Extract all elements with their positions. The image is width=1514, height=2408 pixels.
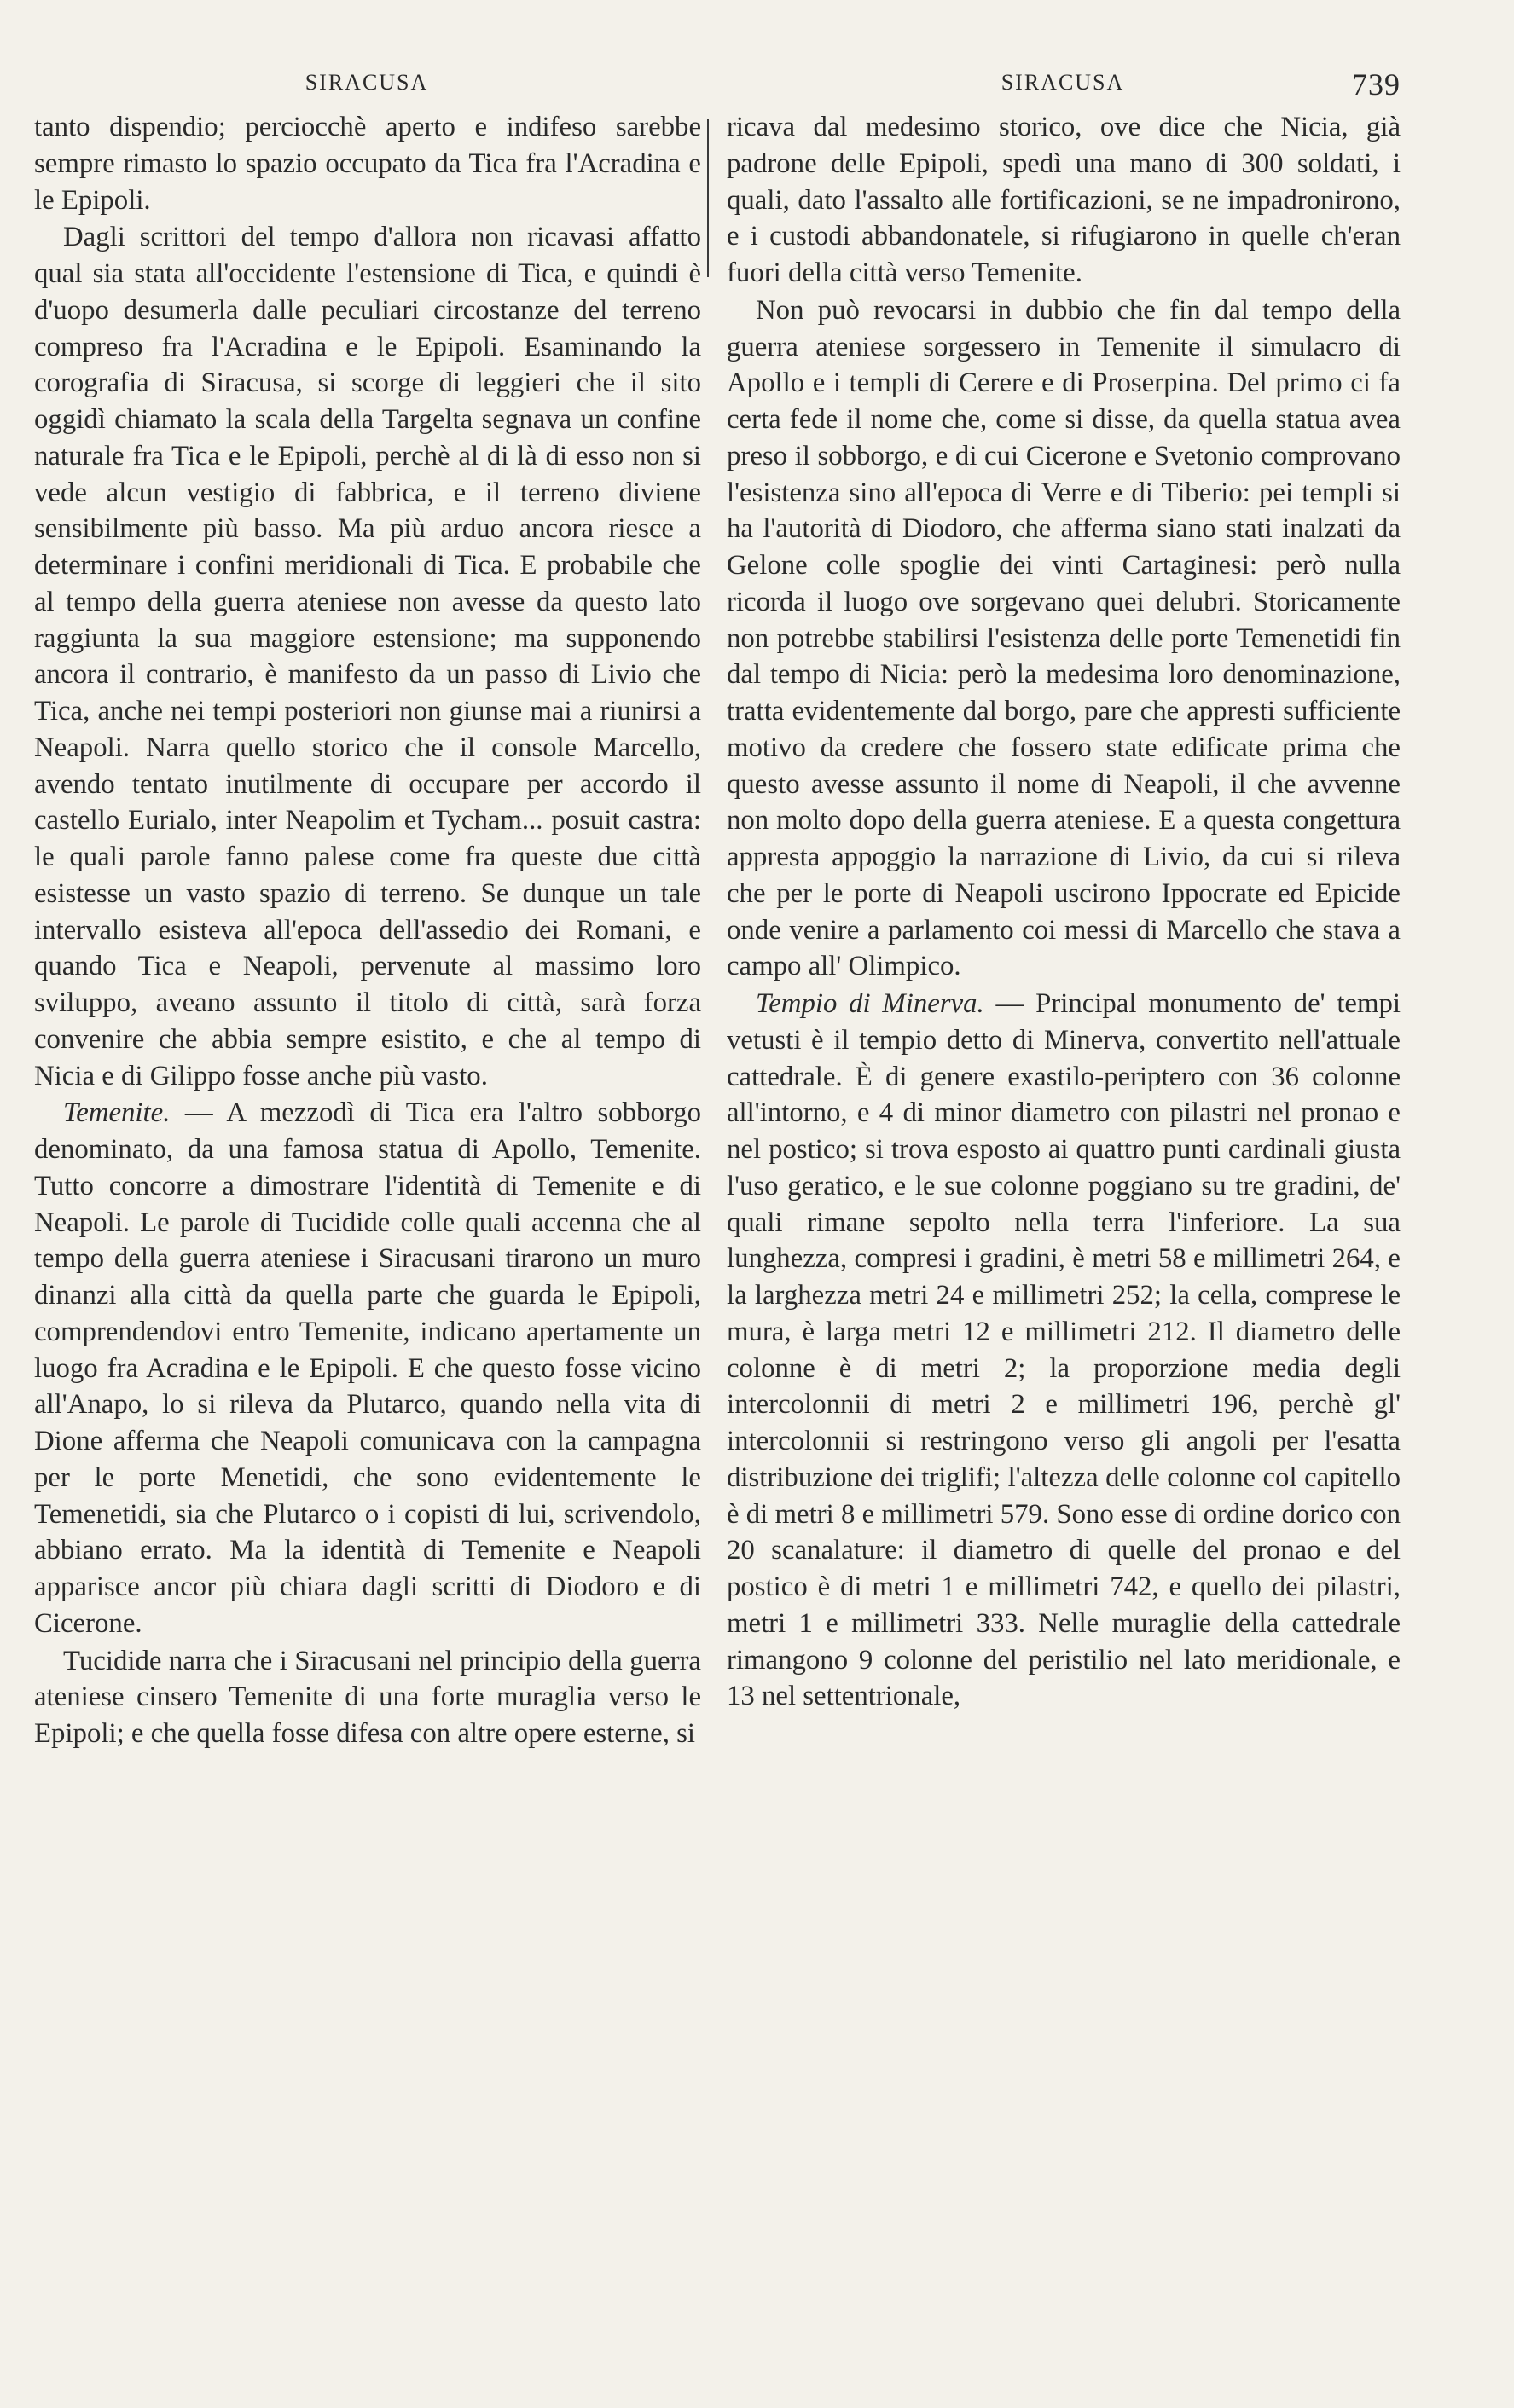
paragraph bbox=[34, 219, 701, 1094]
paragraph-text: Non può revocarsi in dubbio che fin dal tempo della guerra ateniese sorgessero in Temenite il simulacro di Apollo e i templi di Cerere e di Proserpina. Del primo ci fa certa fede il nome che, come si disse, da quella statua avea preso il sobborgo, e di cui Cicerone e Svetonio comprovano l'esistenza sino all'epoca di Verre e di Tiberio: pei templi si ha l'autorità di Diodoro, che afferma siano stati inalzati da Gelone colle spoglie dei vinti Cartaginesi: però nulla ricorda il luogo ove sorgevano quei delubri. Storicamente non potrebbe stabilirsi l'esistenza delle porte Temenetidi fin dal tempo di Nicia: però la medesima loro denominazione, tratta evidentemente dal borgo, pare che appresti sufficiente motivo da credere che fossero state edificate prima che questo avesse assunto il nome di Neapoli, il che avvenne non molto dopo della guerra ateniese. E a questa congettura appresta appoggio la narrazione di Livio, da cui si rileva che per le porte di Neapoli uscirono Ippocrate ed Epicide onde venire a parlamento coi messi di Marcello che stava a campo all' Olimpico. bbox=[727, 294, 1401, 982]
left-running-title: SIRACUSA bbox=[305, 70, 429, 95]
left-column bbox=[34, 109, 701, 1752]
paragraph-text: ricava dal medesimo storico, ove dice che Nicia, già padrone delle Epipoli, spedì una mano di 300 soldati, i quali, dato l'assalto alle fortificazioni, se ne impadronirono, e i custodi abbandonatele, si rifugiarono in quelle ch'eran fuori della città verso Temenite. bbox=[727, 112, 1401, 288]
paragraph bbox=[34, 109, 701, 218]
paragraph bbox=[727, 292, 1401, 985]
paragraph-text: Dagli scrittori del tempo d'allora non ricavasi affatto qual sia stata all'occidente l'estensione di Tica, e quindi è d'uopo desumerla dalle peculiari circostanze del terreno compreso fra l'Acradina e le Epipoli. Esaminando la corografia di Siracusa, si scorge di leggieri che il sito oggidì chiamato la scala della Targelta segnava un confine naturale fra Tica e le Epipoli, perchè al di là di esso non si vede alcun vestigio di fabbrica, e il terreno diviene sensibilmente più basso. Ma più arduo ancora riesce a determinare i confini meridionali di Tica. E probabile che al tempo della guerra ateniese non avesse da questo lato raggiunta la sua maggiore estensione; ma supponendo ancora il contrario, è manifesto da un passo di Livio che Tica, anche nei tempi posteriori non giunse mai a riunirsi a Neapoli. Narra quello storico che il console Marcello, avendo tentato inutilmente di occupare per accordo il castello Eurialo, inter Neapolim et Tycham... posuit castra: le quali parole fanno palese come fra queste due città esistesse un vasto spazio di terreno. Se dunque un tale intervallo esisteva all'epoca dell'assedio dei Romani, e quando Tica e Neapoli, pervenute al massimo loro sviluppo, aveano assunto il titolo di città, sarà forza convenire che abbia sempre esistito, e che al tempo di Nicia e di Gilippo fosse anche più vasto. bbox=[34, 222, 701, 1091]
section-heading-tempio-di-minerva: Tempio di Minerva. bbox=[756, 988, 984, 1019]
right-column bbox=[727, 109, 1401, 1715]
right-running-title: SIRACUSA bbox=[1001, 70, 1125, 95]
paragraph-text: — Principal monumento de' tempi vetusti è il tempio detto di Minerva, convertito nell'attuale cattedrale. È di genere exastilo-periptero con 36 colonne all'intorno, e 4 di minor diametro con pilastri nel pronao e nel postico; si trova esposto ai quattro punti cardinali giusta l'uso geratico, e le sue colonne poggiano su tre gradini, de' quali rimane sepolto nella terra l'inferiore. La sua lunghezza, compresi i gradini, è metri 58 e millimetri 264, e la larghezza metri 24 e millimetri 252; la cella, comprese le mura, è larga metri 12 e millimetri 212. Il diametro delle colonne è di metri 2; la proporzione media degli intercolonnii di metri 2 e millimetri 196, perchè gl' intercolonnii si restringono verso gli angoli per l'esatta distribuzione dei triglifi; l'altezza delle colonne col capitello è di metri 8 e millimetri 579. Sono esse di ordine dorico con 20 scanalature: il diametro di quelle del pronao e del postico è di metri 1 e millimetri 742, e quello dei pilastri, metri 1 e millimetri 333. Nelle muraglie della cattedrale rimangono 9 colonne del peristilio nel lato meridionale, e 13 nel settentrionale, bbox=[727, 988, 1401, 1712]
paragraph bbox=[727, 986, 1401, 1715]
right-page-header bbox=[725, 67, 1401, 104]
paragraph bbox=[34, 1643, 701, 1752]
paragraph bbox=[727, 109, 1401, 292]
column-divider bbox=[707, 119, 709, 277]
paragraph-text: Tucidide narra che i Siracusani nel principio della guerra ateniese cinsero Temenite di una forte muraglia verso le Epipoli; e che quella fosse difesa con altre opere esterne, si bbox=[34, 1645, 701, 1749]
section-heading-temenite: Temenite. bbox=[63, 1097, 171, 1129]
paragraph bbox=[34, 1095, 701, 1641]
paragraph-text: tanto dispendio; perciocchè aperto e indifeso sarebbe sempre rimasto lo spazio occupato da Tica fra l'Acradina e le Epipoli. bbox=[34, 112, 701, 216]
paragraph-text: — A mezzodì di Tica era l'altro sobborgo denominato, da una famosa statua di Apollo, Temenite. Tutto concorre a dimostrare l'identità di Temenite e di Neapoli. Le parole di Tucidide colle quali accenna che al tempo della guerra ateniese i Siracusani tirarono un muro dinanzi alla città da quella parte che guarda le Epipoli, comprendendovi entro Temenite, indicano apertamente un luogo fra Acradina e le Epipoli. E che questo fosse vicino all'Anapo, lo si rileva da Plutarco, quando nella vita di Dione afferma che Neapoli comunicava con la campagna per le porte Menetidi, che sono evidentemente le Temenetidi, sia che Plutarco o i copisti di lui, scrivendolo, abbiano errato. Ma la identità di Temenite e Neapoli apparisce ancor più chiara dagli scritti di Diodoro e di Cicerone. bbox=[34, 1097, 701, 1639]
left-page-header bbox=[34, 70, 699, 104]
page-number: 739 bbox=[1352, 67, 1401, 101]
